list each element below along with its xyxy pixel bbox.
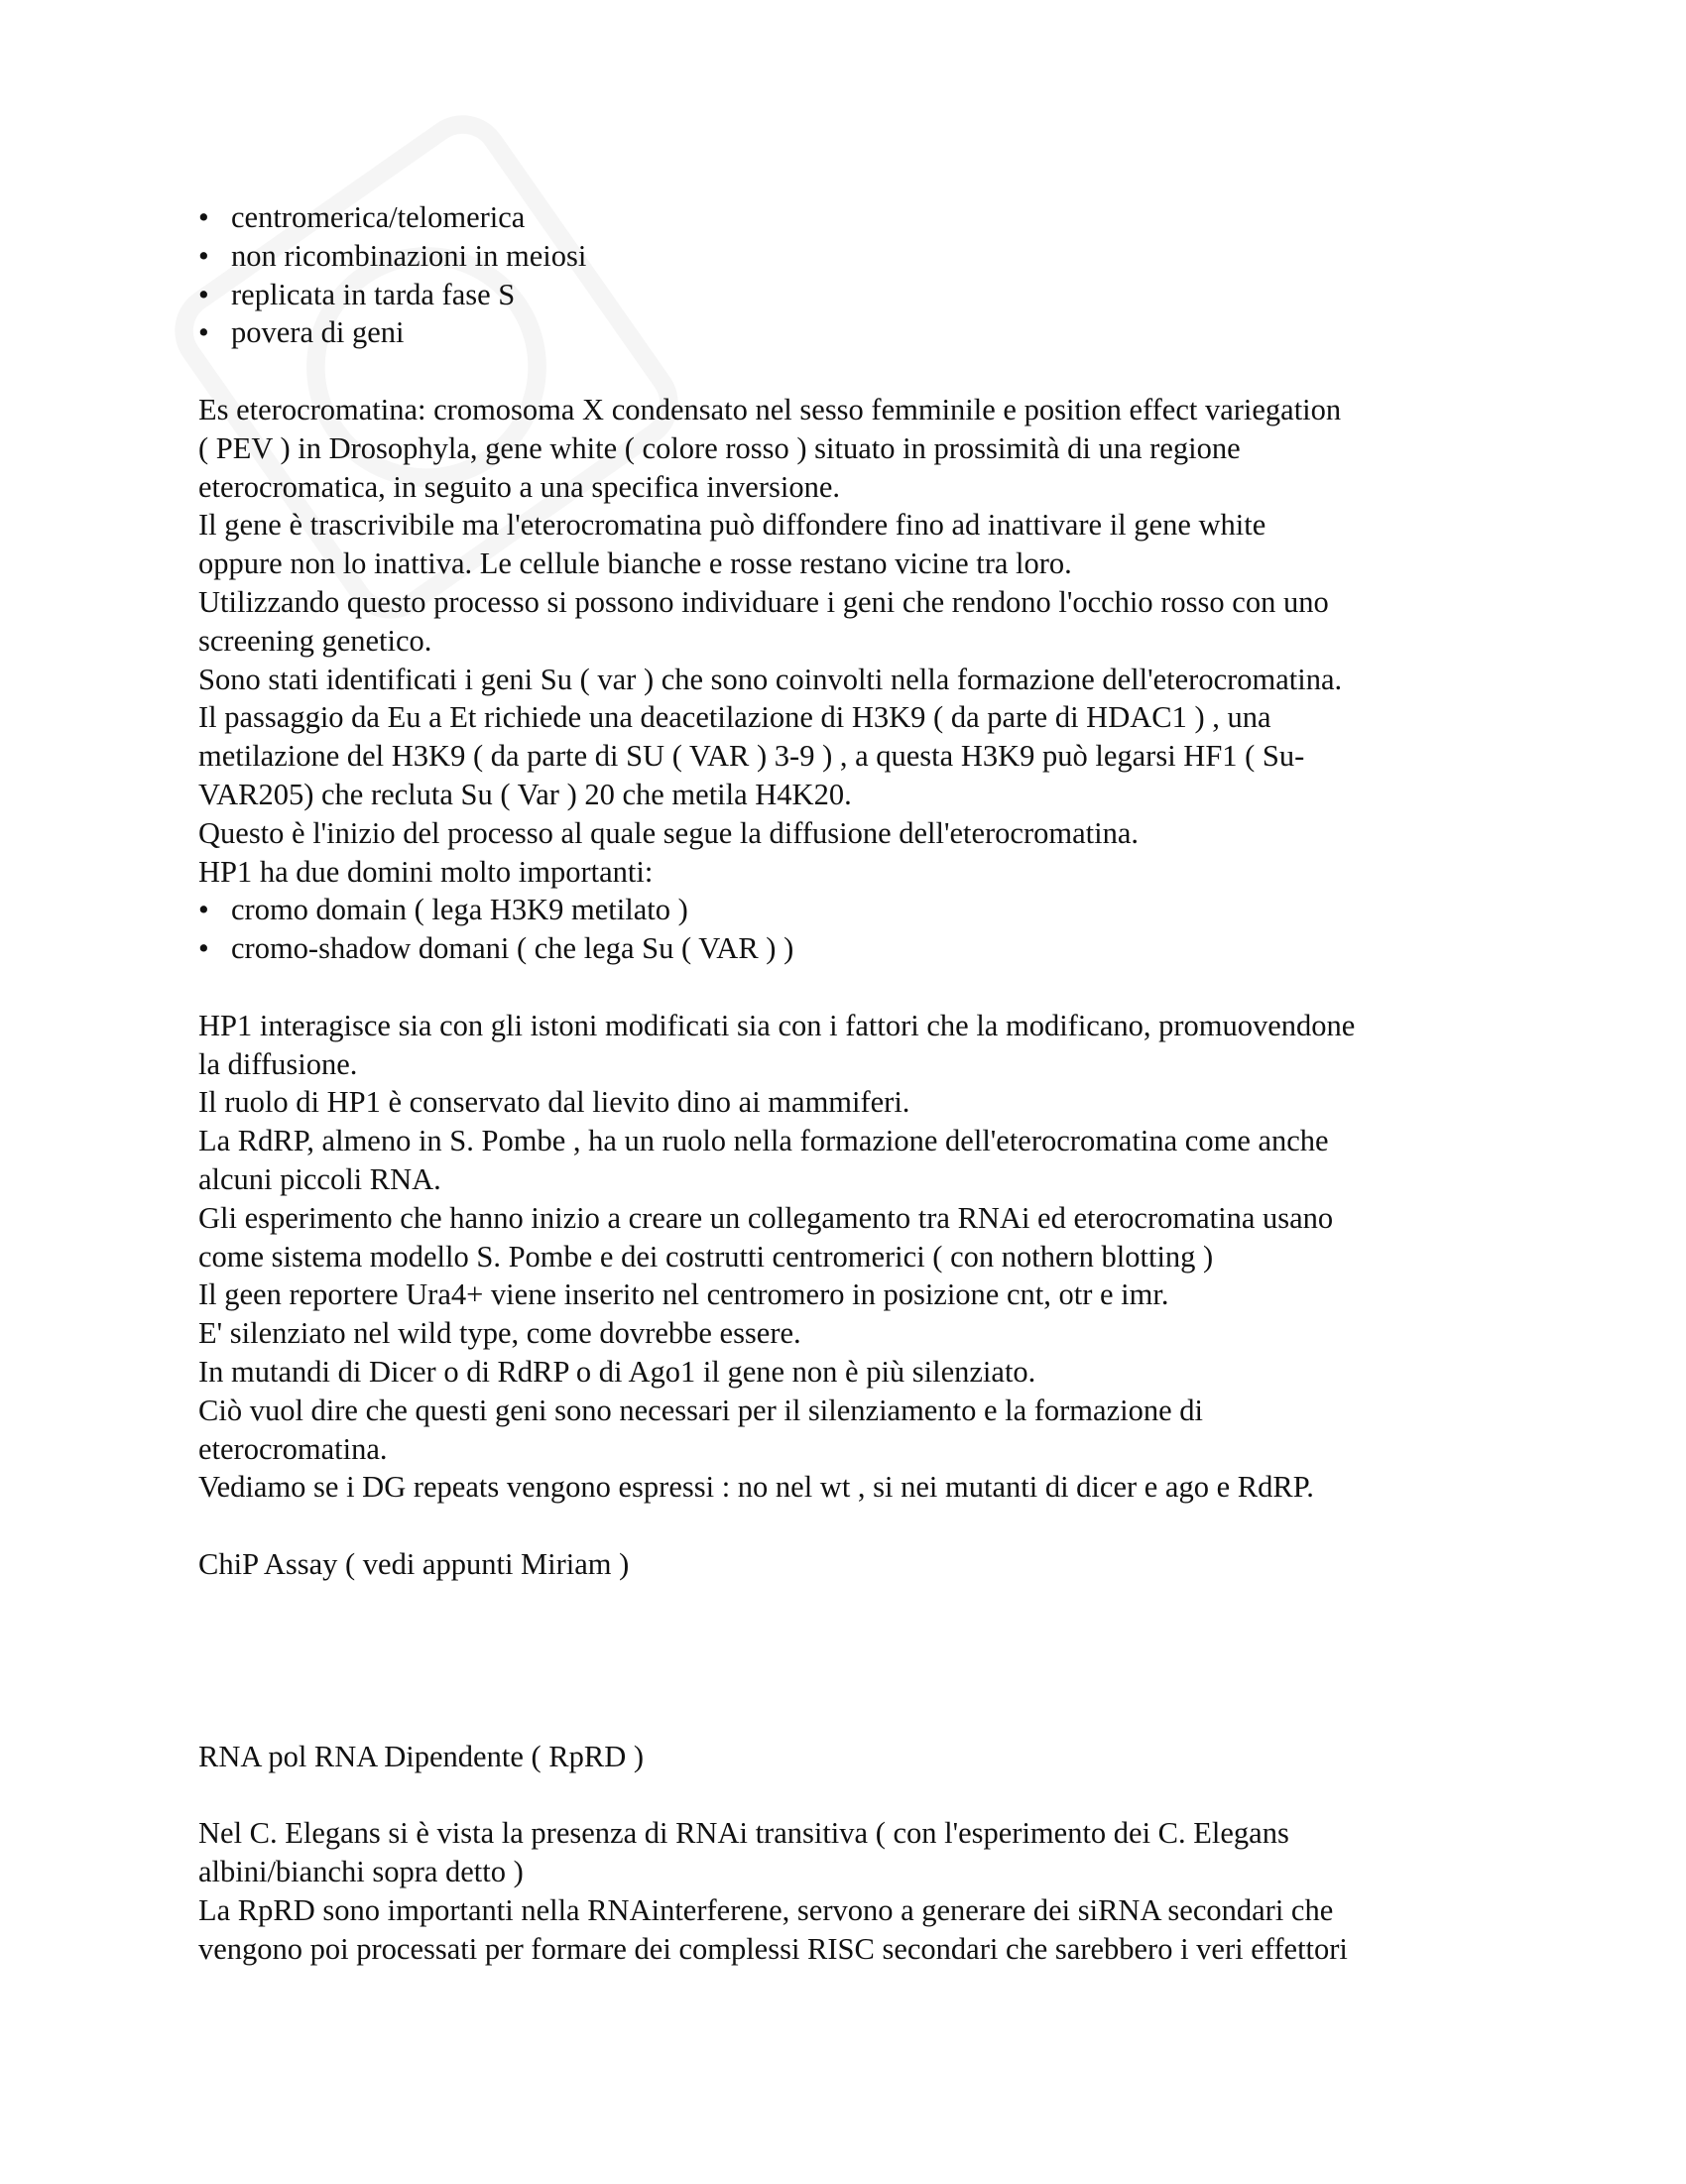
spacer: [198, 1775, 1507, 1814]
text-line: Es eterocromatina: cromosoma X condensato nel sesso femminile e position effect variegation: [198, 392, 1342, 426]
text-line: Gli esperimento che hanno inizio a creare un collegamento tra RNAi ed eterocromatina usano: [198, 1200, 1334, 1235]
text-line: Utilizzando questo processo si possono individuare i geni che rendono l'occhio rosso con uno: [198, 584, 1329, 619]
spacer: [198, 968, 1507, 1007]
text-line: Ciò vuol dire che questi geni sono necessari per il silenziamento e la formazione di: [198, 1393, 1203, 1427]
text-line: HP1 ha due domini molto importanti:: [198, 854, 654, 889]
text-line: Nel C. Elegans si è vista la presenza di RNAi transitiva ( con l'esperimento dei C. Elegans: [198, 1816, 1289, 1851]
text-line: oppure non lo inattiva. Le cellule bianche e rosse restano vicine tra loro.: [198, 546, 1072, 581]
text-line: albini/bianchi sopra detto ): [198, 1855, 524, 1889]
paragraph-rprd: [198, 1814, 1507, 1968]
list-item: • cromo-shadow domani ( che lega Su ( VAR ) ): [198, 929, 1507, 968]
text-line: come sistema modello S. Pombe e dei costrutti centromerici ( con nothern blotting ): [198, 1239, 1214, 1274]
spacer: [198, 352, 1507, 391]
text-line: la diffusione.: [198, 1046, 358, 1081]
text-line: Questo è l'inizio del processo al quale segue la diffusione dell'eterocromatina.: [198, 815, 1139, 850]
bullet-list-hp1-domains: [198, 891, 1507, 968]
text-line: Sono stati identificati i geni Su ( var ) che sono coinvolti nella formazione dell'eterocromatina.: [198, 662, 1343, 696]
bullet-list-heterochromatin: [198, 198, 1507, 352]
text-line: eterocromatica, in seguito a una specifica inversione.: [198, 469, 841, 504]
text-line: screening genetico.: [198, 623, 432, 658]
text-line: Il geen reportere Ura4+ viene inserito nel centromero in posizione cnt, otr e imr.: [198, 1277, 1169, 1312]
text-line: metilazione del H3K9 ( da parte di SU ( VAR ) 3-9 ) , a questa H3K9 può legarsi HF1 ( Su-: [198, 739, 1305, 774]
text-line: Vediamo se i DG repeats vengono espressi : no nel wt , si nei mutanti di dicer e ago e RdRP.: [198, 1470, 1314, 1505]
list-item: • non ricombinazioni in meiosi: [198, 237, 1507, 276]
text-line: Il ruolo di HP1 è conservato dal lievito dino ai mammiferi.: [198, 1085, 910, 1120]
text-line: In mutandi di Dicer o di RdRP o di Ago1 il gene non è più silenziato.: [198, 1354, 1036, 1389]
text-line: HP1 interagisce sia con gli istoni modificati sia con i fattori che la modificano, promuovendone: [198, 1008, 1356, 1042]
text-line: ( PEV ) in Drosophyla, gene white ( colore rosso ) situato in prossimità di una regione: [198, 430, 1241, 465]
text-line: vengono poi processati per formare dei complessi RISC secondari che sarebbero i veri effettori: [198, 1931, 1348, 1966]
list-item: • povera di geni: [198, 313, 1507, 352]
paragraph-heterochromatin: [198, 391, 1507, 891]
spacer: [198, 1584, 1507, 1738]
text-line: alcuni piccoli RNA.: [198, 1161, 441, 1196]
document-page: [198, 198, 1507, 1968]
text-line: La RpRD sono importanti nella RNAinterferene, servono a generare dei siRNA secondari che: [198, 1892, 1334, 1927]
list-item: • centromerica/telomerica: [198, 198, 1507, 237]
text-line: VAR205) che recluta Su ( Var ) 20 che metila H4K20.: [198, 777, 852, 811]
text-line: eterocromatina.: [198, 1431, 388, 1466]
section-title: RNA pol RNA Dipendente ( RpRD ): [198, 1739, 645, 1773]
spacer: [198, 1507, 1507, 1545]
text-line: Il passaggio da Eu a Et richiede una deacetilazione di H3K9 ( da parte di HDAC1 ) , una: [198, 700, 1271, 735]
list-item: • cromo domain ( lega H3K9 metilato ): [198, 891, 1507, 929]
text-line: E' silenziato nel wild type, come dovrebbe essere.: [198, 1316, 801, 1351]
text-line: Il gene è trascrivibile ma l'eterocromatina può diffondere fino ad inattivare il gene white: [198, 508, 1266, 543]
chip-assay-note: ChiP Assay ( vedi appunti Miriam ): [198, 1546, 630, 1581]
paragraph-hp1-rnai: [198, 1007, 1507, 1507]
list-item: • replicata in tarda fase S: [198, 276, 1507, 314]
text-line: La RdRP, almeno in S. Pombe , ha un ruolo nella formazione dell'eterocromatina come anche: [198, 1124, 1329, 1158]
